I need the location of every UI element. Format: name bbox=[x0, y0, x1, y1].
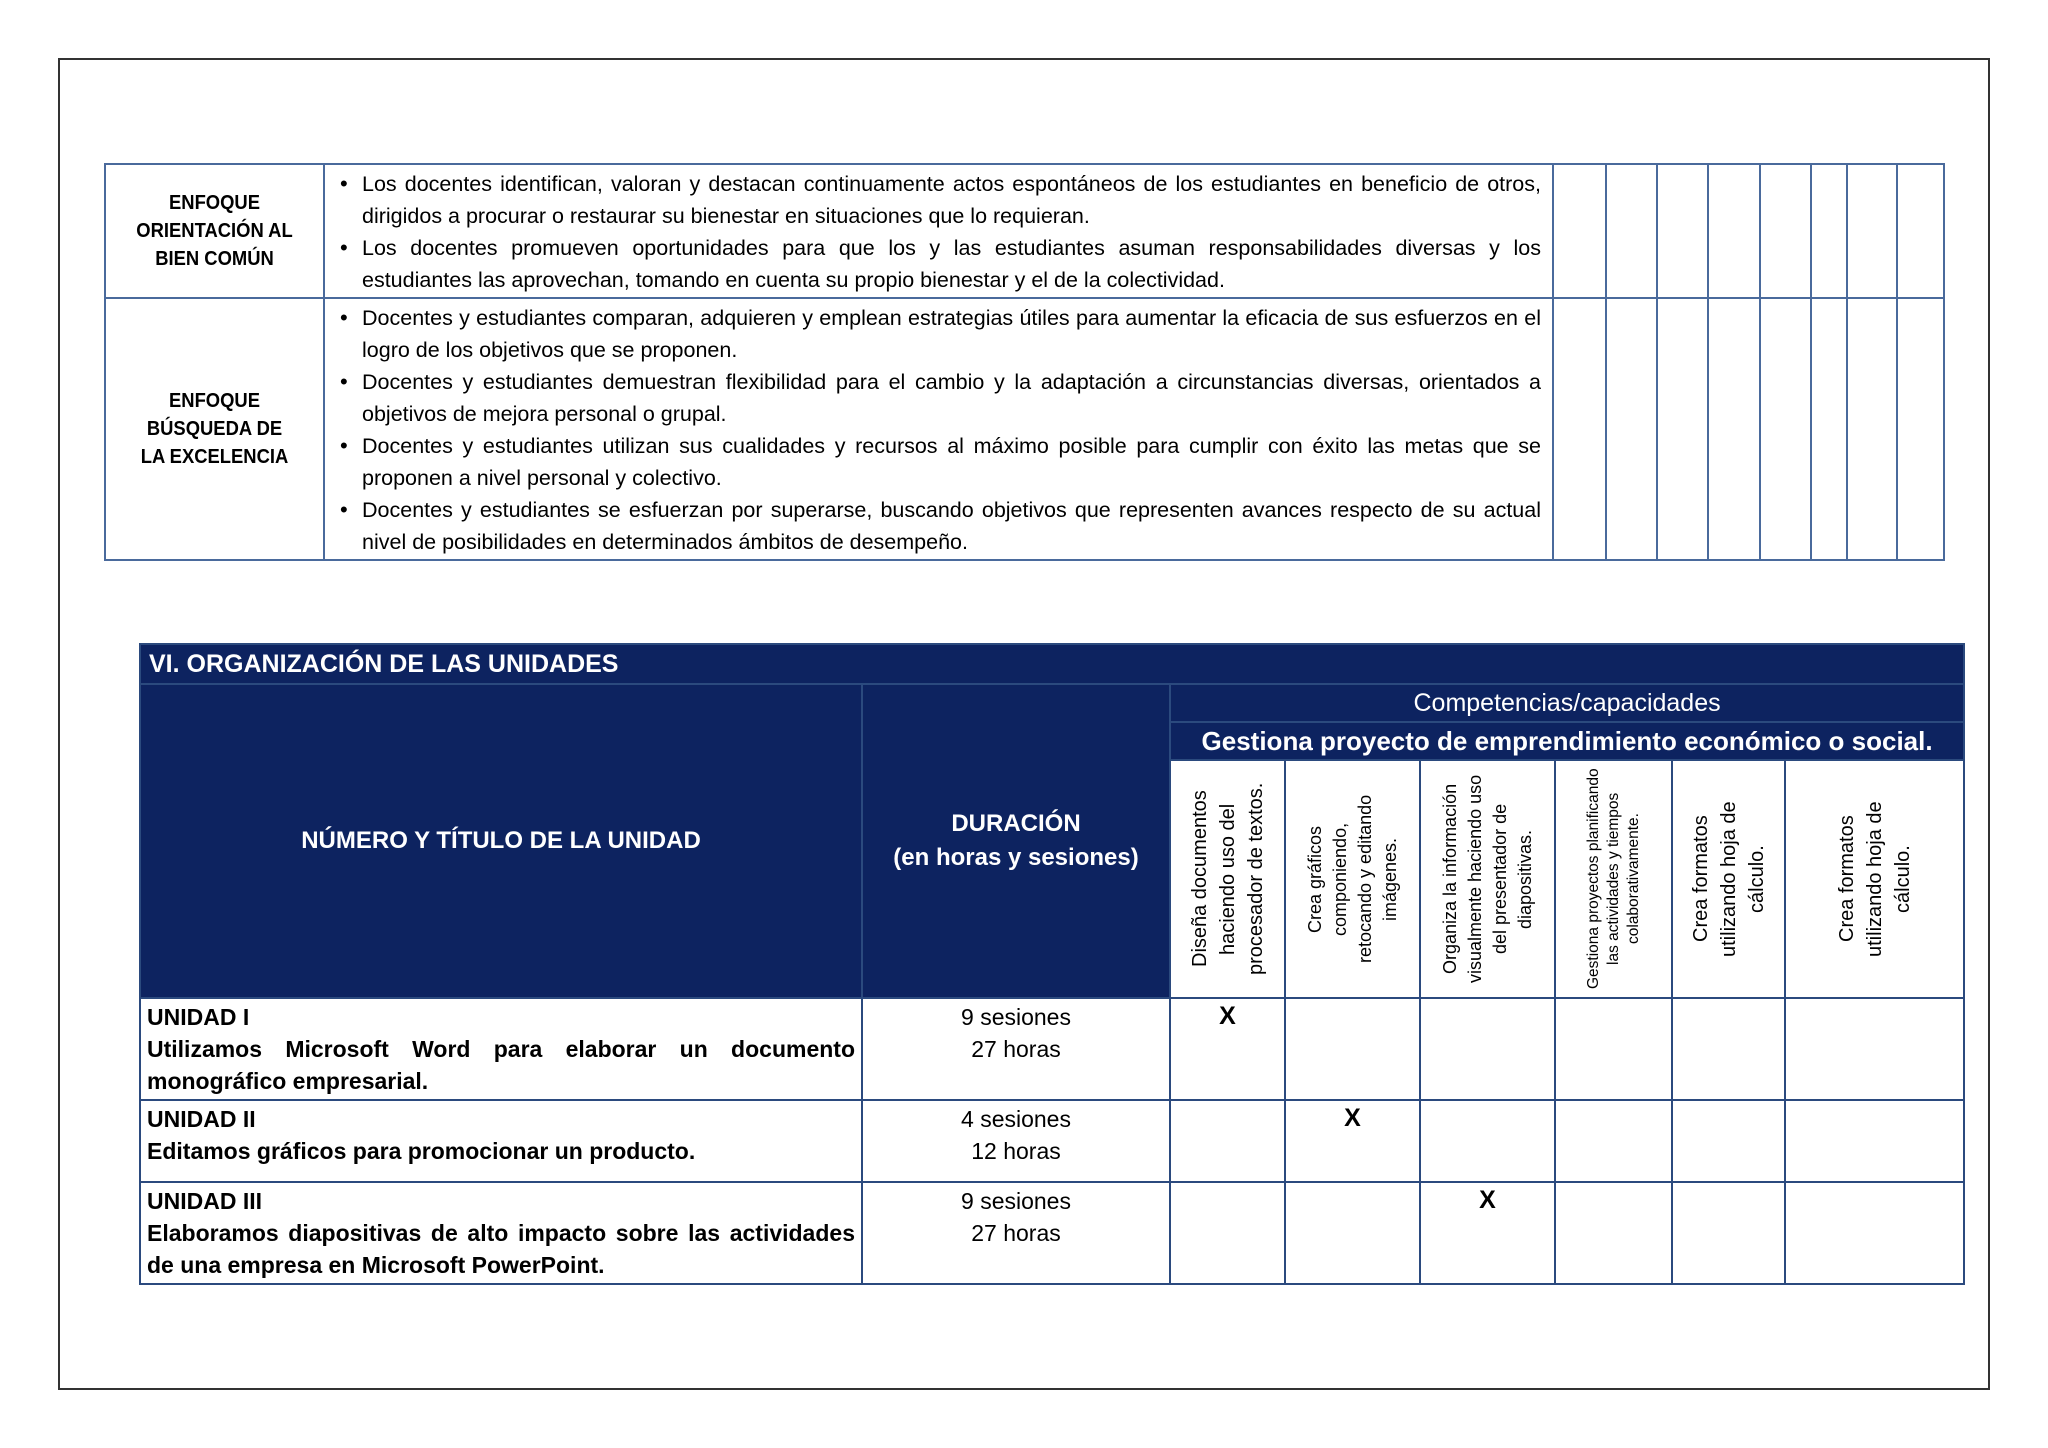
check-cell[interactable] bbox=[1847, 298, 1897, 560]
unidad-cell bbox=[140, 998, 862, 1100]
enfoque-row bbox=[105, 298, 1944, 560]
mark-cell[interactable] bbox=[1785, 1182, 1964, 1284]
check-cell[interactable] bbox=[1760, 298, 1811, 560]
col-header-unidad: NÚMERO Y TÍTULO DE LA UNIDAD bbox=[140, 684, 862, 998]
mark-cell[interactable]: X bbox=[1420, 1182, 1555, 1284]
list-item: • Los docentes identifican, valoran y destacan continuamente actos espontáneos de los estudiantes en beneficio de otros, dirigidos a procurar o restaurar su bienestar en situaciones que lo requieran. bbox=[336, 168, 1541, 232]
check-cell[interactable] bbox=[1606, 298, 1657, 560]
organizacion-table bbox=[139, 643, 1965, 1285]
unidad-cell bbox=[140, 1182, 862, 1284]
mark-cell[interactable]: X bbox=[1170, 998, 1285, 1100]
unidad-code: UNIDAD III bbox=[147, 1188, 262, 1214]
enfoque-actions bbox=[324, 298, 1553, 560]
enfoques-table bbox=[104, 163, 1945, 561]
mark-cell[interactable] bbox=[1420, 1100, 1555, 1182]
section-title: VI. ORGANIZACIÓN DE LAS UNIDADES bbox=[140, 644, 1964, 684]
list-item: • Docentes y estudiantes comparan, adquieren y emplean estrategias útiles para aumentar la eficacia de sus esfuerzos en el logro de los objetivos que se proponen. bbox=[336, 302, 1541, 366]
check-cell[interactable] bbox=[1897, 298, 1944, 560]
check-cell[interactable] bbox=[1553, 298, 1606, 560]
table-row bbox=[140, 998, 1964, 1100]
competencias-header: Competencias/capacidades bbox=[1170, 684, 1964, 722]
col-header-duracion: DURACIÓN (en horas y sesiones) bbox=[862, 684, 1170, 998]
capacidad-header: Organiza la información visualmente haciendo uso del presentador de diapositivas. bbox=[1420, 760, 1555, 998]
check-cell[interactable] bbox=[1708, 298, 1760, 560]
unidad-code: UNIDAD II bbox=[147, 1106, 256, 1132]
list-item: • Docentes y estudiantes demuestran flexibilidad para el cambio y la adaptación a circunstancias diversas, orientados a objetivos de mejora personal o grupal. bbox=[336, 366, 1541, 430]
mark-cell[interactable] bbox=[1785, 998, 1964, 1100]
enfoque-actions bbox=[324, 164, 1553, 298]
capacidad-header: Gestiona proyectos planificando las actividades y tiempos colaborativamente. bbox=[1555, 760, 1672, 998]
mark-cell[interactable]: X bbox=[1285, 1100, 1420, 1182]
table-row bbox=[140, 1100, 1964, 1182]
unidad-cell bbox=[140, 1100, 862, 1182]
mark-cell[interactable] bbox=[1555, 998, 1672, 1100]
mark-cell[interactable] bbox=[1170, 1100, 1285, 1182]
check-cell[interactable] bbox=[1657, 298, 1708, 560]
unidad-title: Utilizamos Microsoft Word para elaborar un documento monográfico empresarial. bbox=[147, 1036, 855, 1094]
table-row bbox=[140, 1182, 1964, 1284]
unidad-title: Editamos gráficos para promocionar un producto. bbox=[147, 1138, 696, 1164]
check-cell[interactable] bbox=[1606, 164, 1657, 298]
list-item: • Docentes y estudiantes utilizan sus cualidades y recursos al máximo posible para cumplir con éxito las metas que se proponen a nivel personal y colectivo. bbox=[336, 430, 1541, 494]
duracion-cell: 9 sesiones 27 horas bbox=[862, 1182, 1170, 1284]
mark-cell[interactable] bbox=[1285, 1182, 1420, 1284]
capacidad-header: Crea formatos utilizando hoja de cálculo. bbox=[1785, 760, 1964, 998]
check-cell[interactable] bbox=[1657, 164, 1708, 298]
check-cell[interactable] bbox=[1760, 164, 1811, 298]
mark-cell[interactable] bbox=[1672, 1182, 1785, 1284]
check-cell[interactable] bbox=[1897, 164, 1944, 298]
mark-cell[interactable] bbox=[1555, 1100, 1672, 1182]
check-cell[interactable] bbox=[1847, 164, 1897, 298]
mark-cell[interactable] bbox=[1170, 1182, 1285, 1284]
capacidad-header: Diseña documentos haciendo uso del procesador de textos. bbox=[1170, 760, 1285, 998]
mark-cell[interactable] bbox=[1672, 1100, 1785, 1182]
mark-cell[interactable] bbox=[1420, 998, 1555, 1100]
mark-cell[interactable] bbox=[1285, 998, 1420, 1100]
check-cell[interactable] bbox=[1811, 298, 1847, 560]
duracion-cell: 4 sesiones 12 horas bbox=[862, 1100, 1170, 1182]
check-cell[interactable] bbox=[1708, 164, 1760, 298]
duracion-cell: 9 sesiones 27 horas bbox=[862, 998, 1170, 1100]
mark-cell[interactable] bbox=[1672, 998, 1785, 1100]
enfoque-name-cell bbox=[105, 164, 324, 298]
mark-cell[interactable] bbox=[1785, 1100, 1964, 1182]
enfoque-row bbox=[105, 164, 1944, 298]
enfoque-name: ENFOQUE ORIENTACIÓN AL BIEN COMÚN bbox=[136, 192, 293, 270]
capacidad-header: Crea formatos utilizando hoja de cálculo. bbox=[1672, 760, 1785, 998]
capacidad-header: Crea gráficos componiendo, retocando y editando imágenes. bbox=[1285, 760, 1420, 998]
mark-cell[interactable] bbox=[1555, 1182, 1672, 1284]
check-cell[interactable] bbox=[1553, 164, 1606, 298]
unidad-title: Elaboramos diapositivas de alto impacto sobre las actividades de una empresa en Microsoft PowerPoint. bbox=[147, 1220, 855, 1278]
list-item: • Los docentes promueven oportunidades para que los y las estudiantes asuman responsabilidades diversas y los estudiantes las aprovechan, tomando en cuenta su propio bienestar y el de la colectividad. bbox=[336, 232, 1541, 296]
check-cell[interactable] bbox=[1811, 164, 1847, 298]
list-item: • Docentes y estudiantes se esfuerzan por superarse, buscando objetivos que representen avances respecto de su actual nivel de posibilidades en determinados ámbitos de desempeño. bbox=[336, 494, 1541, 558]
unidad-code: UNIDAD I bbox=[147, 1004, 250, 1030]
competencia-title: Gestiona proyecto de emprendimiento económico o social. bbox=[1170, 722, 1964, 760]
enfoque-name: ENFOQUE BÚSQUEDA DE LA EXCELENCIA bbox=[140, 390, 289, 468]
enfoque-name-cell bbox=[105, 298, 324, 560]
